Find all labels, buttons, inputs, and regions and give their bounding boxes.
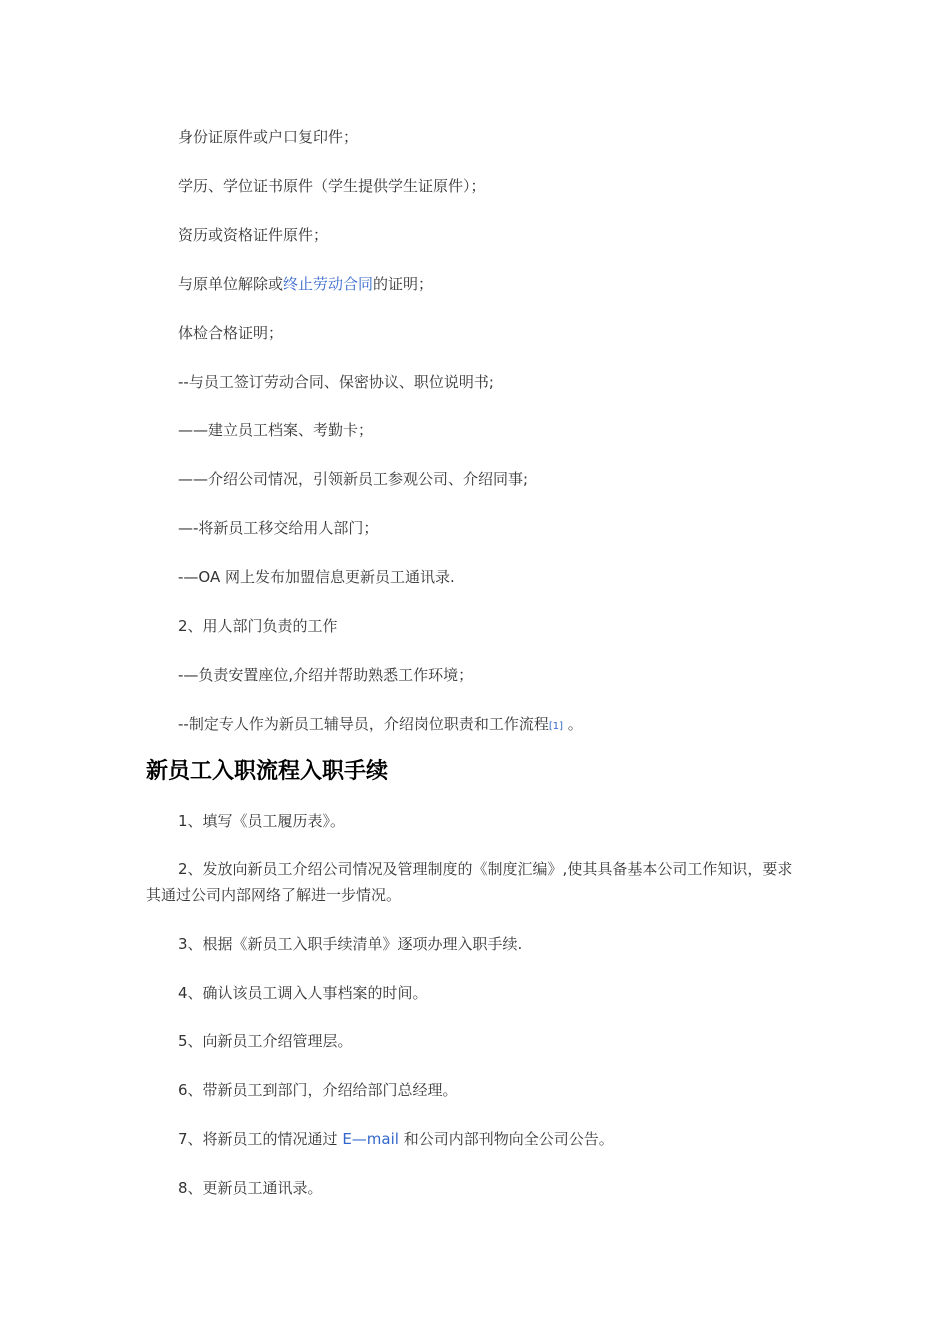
step-3: 3、根据《新员工入职手续清单》逐项办理入职手续. <box>178 935 523 953</box>
step-7-suffix: 和公司内部刊物向全公司公告。 <box>398 1130 614 1148</box>
mentor-text: --制定专人作为新员工辅导员，介绍岗位职责和工作流程 <box>178 715 549 733</box>
termination-prefix: 与原单位解除或 <box>178 275 284 293</box>
list-item-introduce-company: ——介绍公司情况，引领新员工参观公司、介绍同事; <box>178 470 529 488</box>
list-item-seating: -—负责安置座位,介绍并帮助熟悉工作环境； <box>178 666 474 684</box>
list-item-id-docs: 身份证原件或户口复印件； <box>178 128 359 146</box>
dept-responsibility-title: 2、用人部门负责的工作 <box>178 617 338 635</box>
step-5: 5、向新员工介绍管理层。 <box>178 1032 353 1050</box>
termination-suffix: 的证明； <box>373 275 434 293</box>
section-heading: 新员工入职流程入职手续 <box>146 759 389 784</box>
step-2: 2、发放向新员工介绍公司情况及管理制度的《制度汇编》,使其具备基本公司工作知识，要求其通过公司内部网络了解进一步情况。 <box>146 860 793 904</box>
list-item-create-file: ——建立员工档案、考勤卡； <box>178 421 374 439</box>
step-7-prefix: 7、将新员工的情况通过 <box>178 1130 343 1148</box>
list-item-mentor <box>178 714 583 737</box>
list-item-termination <box>178 274 433 294</box>
step-4: 4、确认该员工调入人事档案的时间。 <box>178 984 428 1002</box>
reference-link[interactable]: [1] <box>548 721 563 732</box>
list-item-oa-publish: -—OA 网上发布加盟信息更新员工通讯录. <box>178 568 455 586</box>
step-8: 8、更新员工通讯录。 <box>178 1179 323 1197</box>
list-item-medical: 体检合格证明； <box>178 324 284 342</box>
termination-contract-link[interactable]: 终止劳动合同 <box>283 275 374 293</box>
list-item-qualification: 资历或资格证件原件； <box>178 226 329 244</box>
step-6: 6、带新员工到部门，介绍给部门总经理。 <box>178 1081 458 1099</box>
list-item-handover: —-将新员工移交给用人部门； <box>178 519 379 537</box>
step-1: 1、填写《员工履历表》。 <box>178 812 346 830</box>
list-item-education: 学历、学位证书原件（学生提供学生证原件）； <box>178 177 486 195</box>
email-link[interactable]: E—mail <box>342 1130 399 1148</box>
step-7 <box>178 1129 614 1149</box>
mentor-end: 。 <box>563 715 583 733</box>
list-item-sign-contract: --与员工签订劳动合同、保密协议、职位说明书; <box>178 373 494 391</box>
